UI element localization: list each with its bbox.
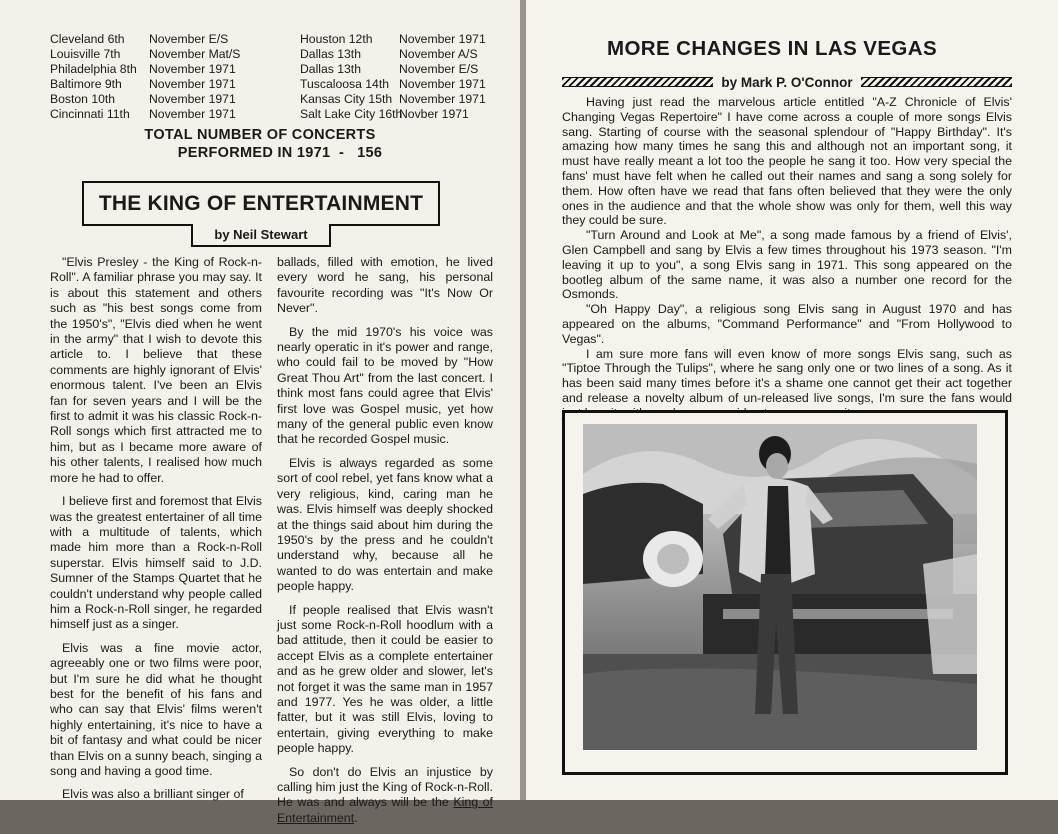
schedule-row — [300, 47, 486, 62]
schedule-city: Cincinnati 11th — [50, 107, 130, 121]
article-paragraph: If people realised that Elvis wasn't just some Rock-n-Roll hoodlum with a bad attitude, then it could be easier to accept Elvis as a complete entertainer and as he grew older and slower, let's not forget it was the same man in 1957 and 1977. Yes he was older, a little fatter, but it was still Elvis, loving to entertain, giving everything to make people happy. — [277, 602, 493, 756]
schedule-date: November A/S — [399, 47, 478, 61]
article-title-box — [82, 181, 440, 226]
schedule-date: November 1971 — [399, 92, 486, 106]
article-paragraph: Elvis was also a brilliant singer of — [62, 787, 244, 802]
schedule-city: Houston 12th — [300, 32, 373, 46]
schedule-date: Novber 1971 — [399, 107, 469, 121]
schedule-row — [50, 77, 240, 92]
schedule-row — [300, 77, 486, 92]
schedule-left — [50, 32, 240, 122]
article-paragraph: I believe first and foremost that Elvis was the greatest entertainer of all time with a multitude of talents, which made him more than a Rock-n-Roll superstar. Elvis himself said to J.D. Sumner of the Stamps Quartet that he couldn't understand why people called him a Rock-n-Roll singer, he regarded himself just as a singer. — [50, 494, 262, 632]
schedule-row — [300, 62, 486, 77]
schedule-city: Cleveland 6th — [50, 32, 125, 46]
schedule-right — [300, 32, 486, 122]
closing-underlined-phrase: King of Entertainment — [277, 795, 493, 825]
article-title: THE KING OF ENTERTAINMENT — [98, 191, 424, 215]
article-paragraph: So don't do Elvis an injustice by calling him just the King of Rock-n-Roll. He was and always will be the King of Entertainment. — [277, 764, 493, 825]
article-paragraph: Elvis is always regarded as some sort of cool rebel, yet fans know what a very religious, kind, caring man he was. Elvis himself was deeply shocked at the things said about him during the 1950's by the press and he couldn't understand why, because all he wanted to do was entertain and make people happy. — [277, 455, 493, 594]
article-paragraph: I am sure more fans will even know of more songs Elvis sang, such as "Tiptoe Through the Tulips", where he sang only one or two lines of a song. As it has been said many times before it's a shame one cannot get their act together and release a novelty album of un-released live songs, I'm sure the fans would — [562, 346, 1012, 405]
article-paragraph: "Turn Around and Look at Me", a song made famous by a friend of Elvis', Glen Campbell and sang by Elvis a few times throughout his 1973 season. "I'm leaving it up to you", a song Elvis sang in 1971. This song appeared on the bootleg album of the same name, it was also a number one record for the Osmonds. — [562, 228, 1012, 302]
right-article-body — [562, 95, 1012, 421]
schedule-date: November 1971 — [149, 107, 236, 121]
schedule-row — [50, 107, 240, 122]
schedule-date: November Mat/S — [149, 47, 241, 61]
schedule-row — [300, 92, 486, 107]
schedule-date: November 1971 — [149, 62, 236, 76]
totals-line-2: PERFORMED IN 1971 - 156 — [177, 145, 383, 161]
article-paragraph: "Elvis Presley - the King of Rock-n-Roll". A familiar phrase you may say. It is about this statement and others such as "his best songs come from the 1950's", "Elvis died when he went in the army" that I wish to devote this article to. I believe that these comments are highly ignorant of Elvis' enormous talent. I've been an Elvis fan for seven years and I will be the first to admit it was his classic Rock-n-Roll songs which first attracted me to him, but as I became more aware of his other talents, I realised how much more he had to offer. — [50, 255, 262, 485]
article-byline: by Neil Stewart — [214, 227, 308, 242]
concert-totals — [0, 126, 520, 162]
article-paragraph: Having just read the marvelous article entitled "A-Z Chronicle of Elvis' Changing Vegas Repertoire" I have come across a couple of more songs Elvis sang. Starting of course with the seasonal splendour of "Happy Birthday". It's amazing how many times he sang this and although not an important song, it must have really meant a lot too the people he sang it too. How very special the fans' must have felt when he called out their names and sang a song solely for them. How often have we read that fans often believed that they were the only ones in the audience and that the whole show was only for them, well this way they could be sure. — [562, 95, 1012, 228]
right-byline-rule — [562, 72, 1012, 92]
right-article-title: MORE CHANGES IN LAS VEGAS — [606, 37, 938, 60]
schedule-date: November 1971 — [399, 32, 486, 46]
article-paragraph: ballads, filled with emotion, he lived every word he sang, his personal favourite recording was "It's Now Or Never". — [277, 255, 493, 316]
schedule-date: November 1971 — [149, 77, 236, 91]
article-paragraph: Elvis was a fine movie actor, agreeably one or two films were poor, but I'm sure he did what he thought best for the benefit of his fans and who can say that Elvis' films weren't highly entertaining, it's nice to have a bit of fantasy and what could be nicer than Elvis on a sunny beach, singing a song and having a good time. — [50, 640, 262, 778]
schedule-date: November 1971 — [399, 77, 486, 91]
article-paragraph: "Oh Happy Day", a religious song Elvis sang in August 1970 and has appeared on the albums, "Command Performance" and "From Hollywood to Vegas". — [562, 302, 1012, 346]
elvis-photo — [583, 424, 977, 750]
schedule-row — [300, 32, 486, 47]
right-article-byline: by Mark P. O'Connor — [721, 74, 853, 90]
schedule-row — [50, 32, 240, 47]
schedule-row — [50, 62, 240, 77]
schedule-city: Boston 10th — [50, 92, 116, 106]
schedule-city: Louisville 7th — [50, 47, 121, 61]
article-byline-box — [191, 224, 331, 247]
schedule-row — [50, 47, 240, 62]
schedule-city: Philadelphia 8th — [50, 62, 137, 76]
schedule-city: Dallas 13th — [300, 47, 361, 61]
schedule-row — [300, 107, 486, 122]
article-paragraph: By the mid 1970's his voice was nearly operatic in it's power and range, who could fail to be moved by "How Great Thou Art" from the last concert. I think most fans could agree that Elvis' first love was Gospel music, yet how many of the general public even know that he recorded Gospel music. — [277, 324, 493, 447]
schedule-date: November E/S — [399, 62, 479, 76]
schedule-city: Baltimore 9th — [50, 77, 122, 91]
schedule-city: Salt Lake City 16th — [300, 107, 403, 121]
schedule-row — [50, 92, 240, 107]
schedule-date: November E/S — [149, 32, 229, 46]
schedule-city: Dallas 13th — [300, 62, 361, 76]
schedule-city: Tuscaloosa 14th — [300, 77, 389, 91]
schedule-city: Kansas City 15th — [300, 92, 393, 106]
rope-rule-right — [861, 77, 1012, 87]
left-page — [0, 0, 520, 825]
totals-line-1: TOTAL NUMBER OF CONCERTS — [144, 127, 376, 143]
rope-rule-left — [562, 77, 713, 87]
article-column-1 — [50, 255, 262, 811]
article-column-2 — [277, 255, 493, 834]
schedule-date: November 1971 — [149, 92, 236, 106]
